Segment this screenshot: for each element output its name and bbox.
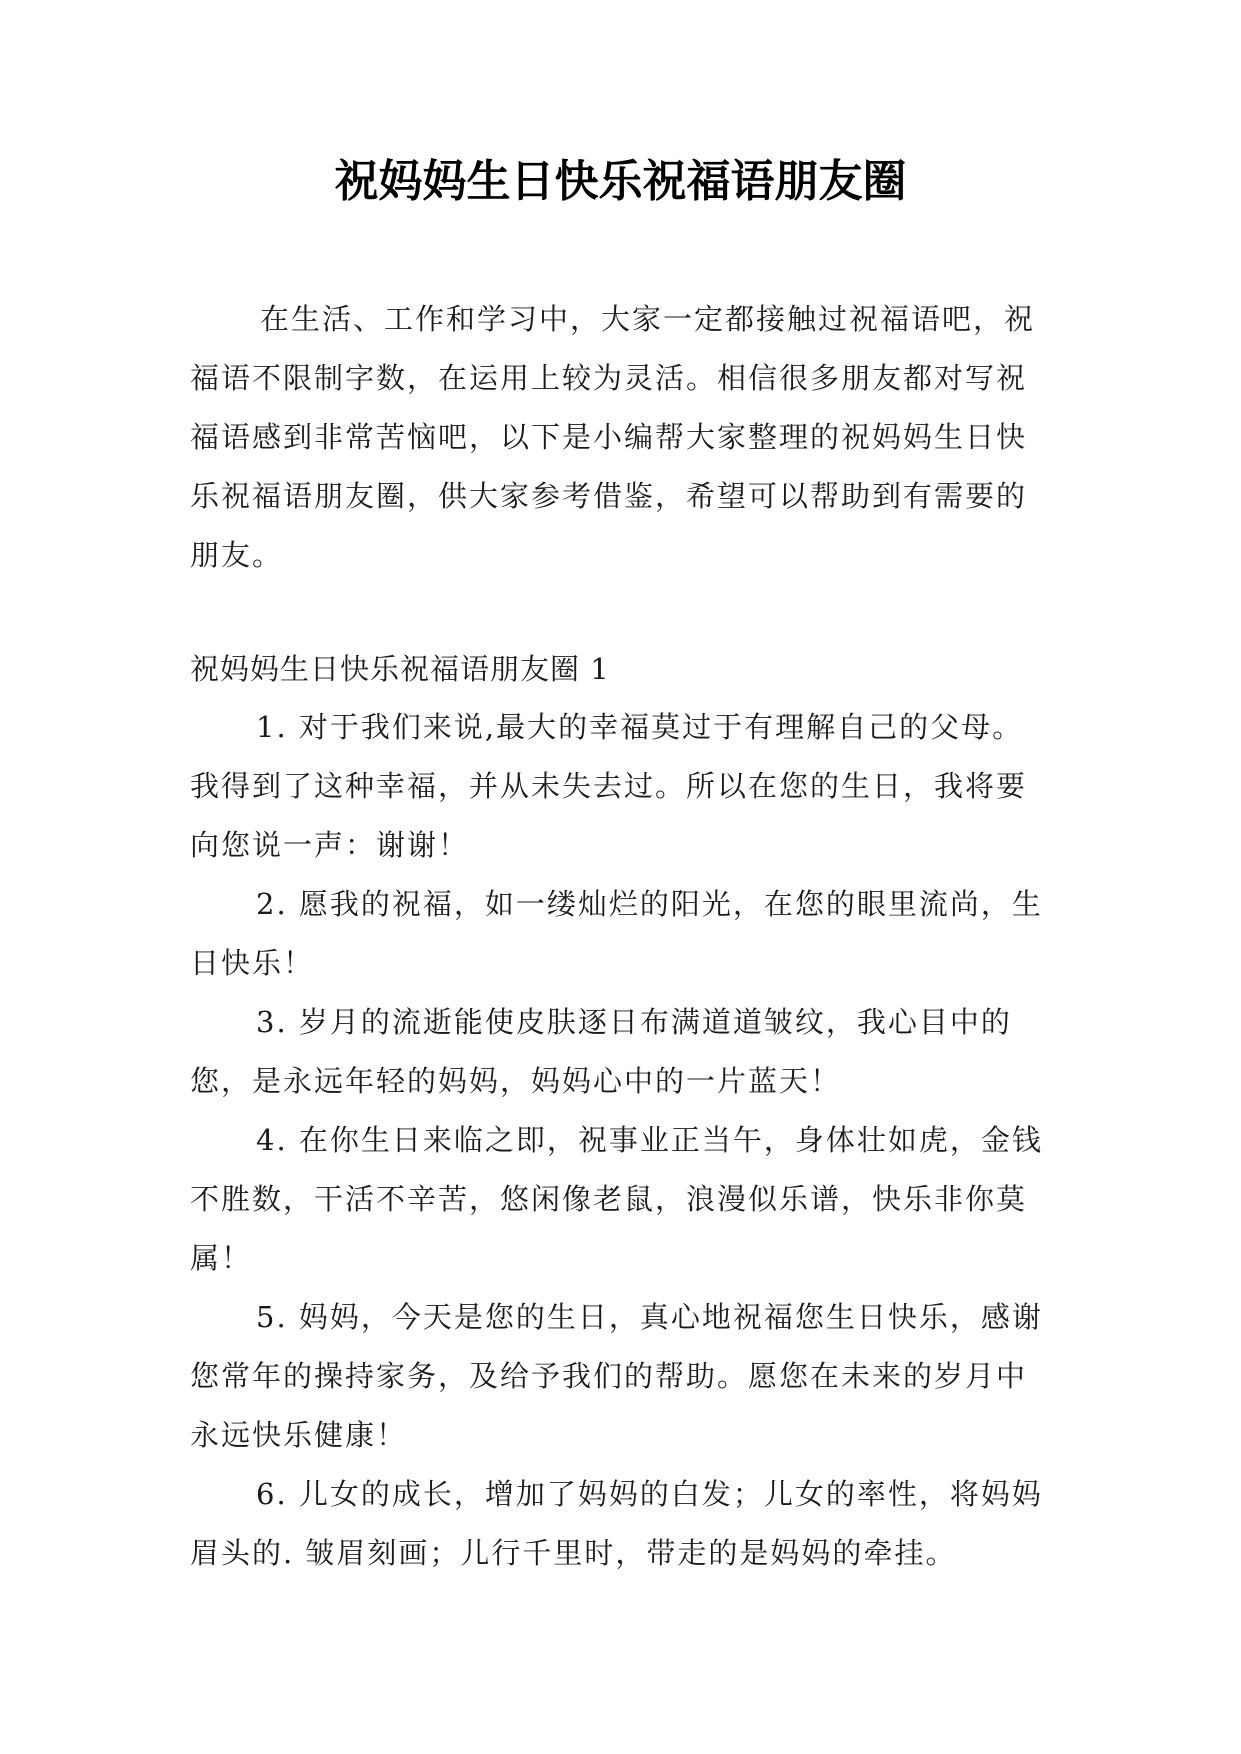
wish-item-4: 4. 在你生日来临之即，祝事业正当午，身体壮如虎，金钱不胜数，干活不辛苦，悠闲像老鼠，浪漫似乐谱，快乐非你莫属！ — [190, 1123, 1043, 1275]
wish-item-3: 3. 岁月的流逝能使皮肤逐日布满道道皱纹，我心目中的您，是永远年轻的妈妈，妈妈心中的一片蓝天！ — [190, 1005, 1012, 1098]
intro-paragraph: 在生活、工作和学习中，大家一定都接触过祝福语吧，祝福语不限制字数，在运用上较为灵活。相信很多朋友都对写祝福语感到非常苦恼吧，以下是小编帮大家整理的祝妈妈生日快乐祝福语朋友圈，供大家参考借鉴，希望可以帮助到有需要的朋友。 — [190, 302, 1036, 572]
wish-item-2: 2. 愿我的祝福，如一缕灿烂的阳光，在您的眼里流尚，生日快乐！ — [190, 887, 1043, 980]
wish-item-5: 5. 妈妈，今天是您的生日，真心地祝福您生日快乐，感谢您常年的操持家务，及给予我们的帮助。愿您在未来的岁月中永远快乐健康！ — [190, 1300, 1043, 1452]
section-heading: 祝妈妈生日快乐祝福语朋友圈 1 — [190, 652, 610, 686]
wish-item-6: 6. 儿女的成长，增加了妈妈的白发；儿女的率性，将妈妈眉头的. 皱眉刻画；儿行千里时，带走的是妈妈的牵挂。 — [190, 1477, 1043, 1570]
wish-list — [190, 698, 1052, 1583]
document-title: 祝妈妈生日快乐祝福语朋友圈 — [334, 156, 907, 207]
wish-item-1: 1. 对于我们来说,最大的幸福莫过于有理解自己的父母。我得到了这种幸福，并从未失去过。所以在您的生日，我将要向您说一声：谢谢！ — [190, 710, 1028, 862]
